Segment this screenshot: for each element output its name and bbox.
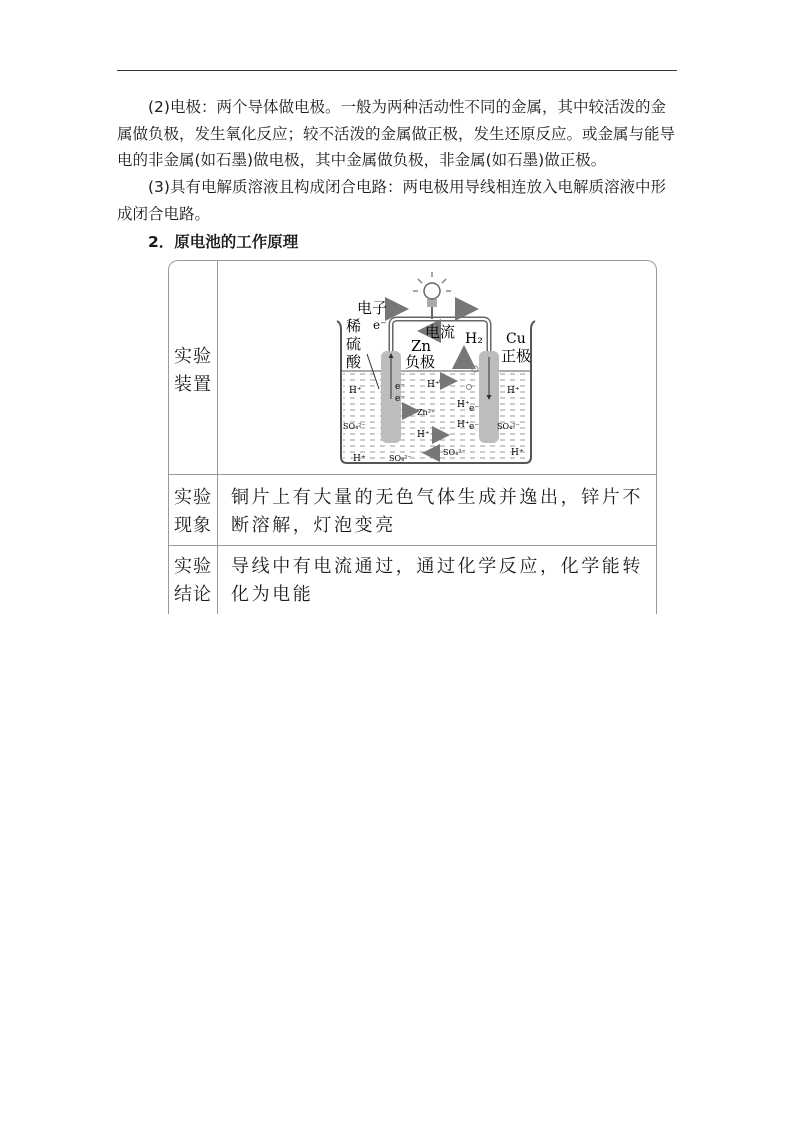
row-label-phenomenon xyxy=(169,484,217,540)
cell-conclusion: 导线中有电流通过，通过化学反应，化学能转化为电能 xyxy=(231,556,643,605)
ion-h: H⁺ xyxy=(457,420,470,430)
label-e-minus: e⁻ xyxy=(373,318,387,332)
galvanic-cell-diagram xyxy=(329,269,544,469)
label-h2: H₂ xyxy=(465,331,483,347)
label-line: 现象 xyxy=(174,515,212,536)
ion-sulfate: SO₄²⁻ xyxy=(343,422,366,431)
paragraph-closed-circuit: (3)具有电解质溶液且构成闭合电路：两电极用导线相连放入电解质溶液中形成闭合电路。 xyxy=(117,178,666,223)
ion-h: H⁺ xyxy=(349,386,362,396)
bulb-base xyxy=(427,299,437,307)
label-positive: 正极 xyxy=(501,347,532,365)
ion-zn: Zn²⁺ xyxy=(417,408,436,417)
label-line: 结论 xyxy=(174,584,212,605)
ion-h: H⁺ xyxy=(507,386,520,396)
label-line: 实验 xyxy=(174,556,212,577)
ion-e: e⁻ xyxy=(469,422,480,432)
lightbulb-icon xyxy=(413,272,451,299)
ion-e: e⁻ xyxy=(395,394,406,404)
label-current: 电流 xyxy=(425,323,456,341)
label-acid: 硫 xyxy=(346,335,362,353)
row-label-apparatus xyxy=(169,343,217,399)
header-rule xyxy=(117,70,677,71)
label-line: 装置 xyxy=(174,374,212,395)
label-zn: Zn xyxy=(411,337,432,355)
ion-e: e⁻ xyxy=(395,382,406,392)
label-cu: Cu xyxy=(506,331,526,347)
table-row-divider xyxy=(169,474,656,475)
label-negative: 负极 xyxy=(405,353,436,371)
ion-h: H⁺ xyxy=(457,400,470,410)
cell-phenomenon: 铜片上有大量的无色气体生成并逸出，锌片不断溶解，灯泡变亮 xyxy=(231,487,643,536)
label-acid: 酸 xyxy=(346,353,362,371)
label-electron: 电子 xyxy=(357,299,388,317)
table-row-divider xyxy=(169,545,656,546)
label-acid: 稀 xyxy=(346,317,362,335)
paragraph-electrode: (2)电极：两个导体做电极。一般为两种活动性不同的金属，其中较活泼的金属做负极，发生氧化反应；较不活泼的金属做正极，发生还原反应。或金属与能导电的非金属(如石墨)做电极，其中金属做负极，非金属(如石墨)做正极。 xyxy=(117,98,676,169)
ion-h: H⁺ xyxy=(427,380,440,390)
ion-h: H⁺ xyxy=(417,430,430,440)
label-line: 实验 xyxy=(174,487,212,508)
ion-h: H⁺ xyxy=(353,454,366,464)
ion-sulfate: SO₄²⁻ xyxy=(497,422,520,431)
row-label-conclusion xyxy=(169,553,217,609)
ion-h: H⁺ xyxy=(511,448,524,458)
ion-sulfate: SO₄²⁻ xyxy=(443,448,466,457)
experiment-table xyxy=(168,260,657,614)
ion-e: e⁻ xyxy=(469,404,480,414)
ion-sulfate: SO₄²⁻ xyxy=(389,454,412,463)
label-line: 实验 xyxy=(174,346,212,367)
table-column-divider xyxy=(217,261,218,614)
section-heading: 2．原电池的工作原理 xyxy=(148,233,299,251)
